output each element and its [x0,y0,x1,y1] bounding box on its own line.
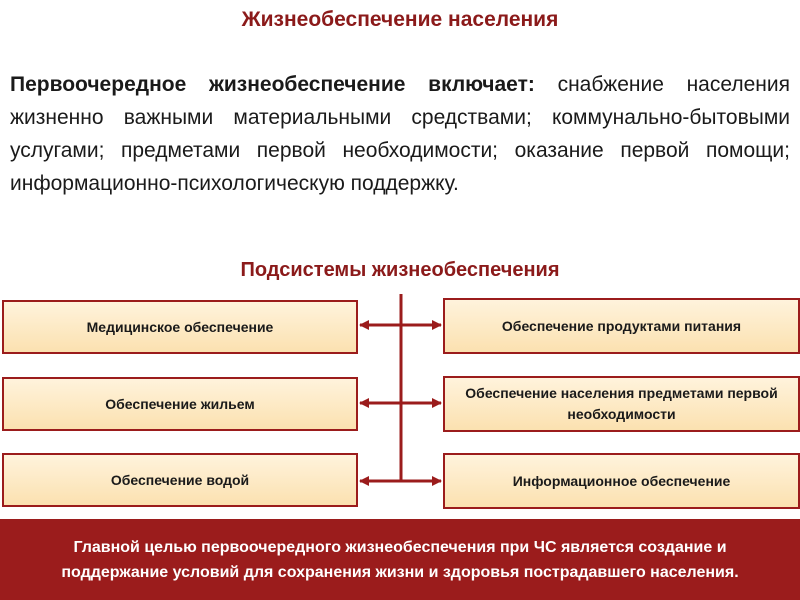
subsystem-essentials: Обеспечение населения предметами первой необходимости [443,376,800,432]
page-title: Жизнеобеспечение населения [241,8,559,31]
subsystems-title: Подсистемы жизнеобеспечения [240,259,560,281]
subsystem-medical: Медицинское обеспечение [2,300,358,354]
subsystem-information: Информационное обеспечение [443,453,800,509]
intro-text: снабжение населения жизненно важными материальными средствами; коммунально-бытовыми услугами; предметами первой необходимости; оказание первой помощи; информационно-психологическую поддержку. [10,73,790,195]
goal-banner: Главной целью первоочередного жизнеобеспечения при ЧС является создание и поддержание условий для сохранения жизни и здоровья пострадавшего населения. [0,519,800,600]
subsystem-water: Обеспечение водой [2,453,358,507]
subsystem-housing: Обеспечение жильем [2,377,358,431]
subsystem-food: Обеспечение продуктами питания [443,298,800,354]
intro-lead: Первоочередное жизнеобеспечение включает: [10,73,535,96]
